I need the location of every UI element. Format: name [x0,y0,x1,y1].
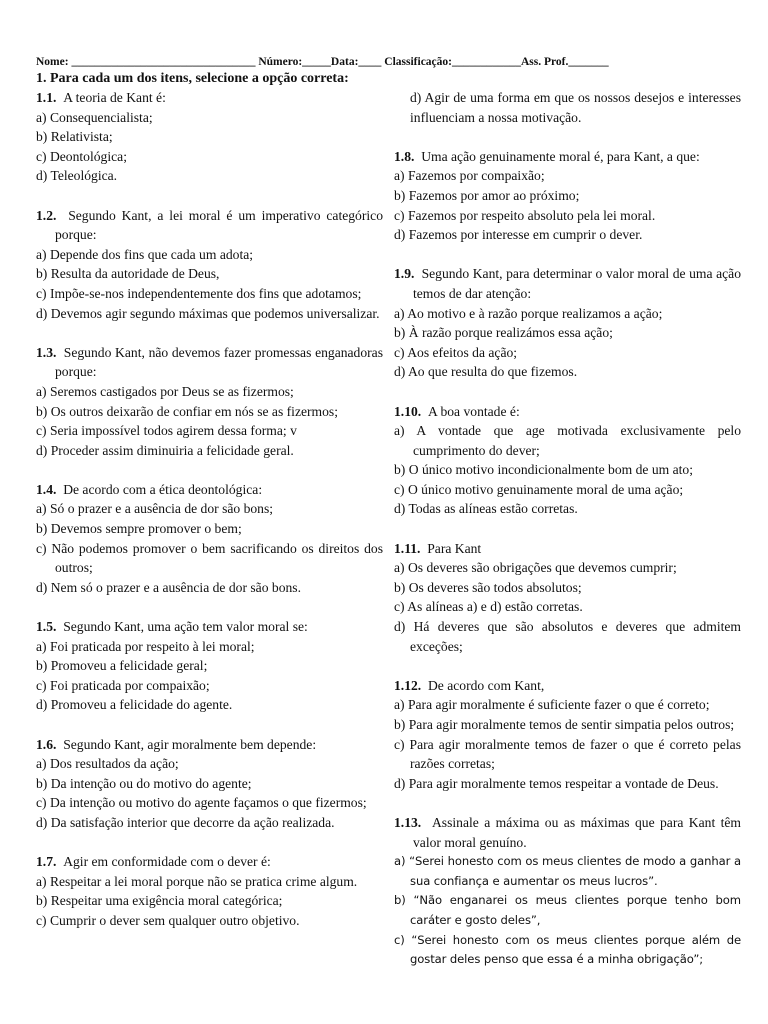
question-stem [394,539,741,559]
question-text: Segundo Kant, uma ação tem valor moral se: [63,619,308,635]
answer-option[interactable]: b) Os deveres são todos absolutos; [394,579,582,595]
question-stem [394,676,741,696]
question-text: De acordo com a ética deontológica: [63,481,263,497]
answer-option[interactable]: a) Dos resultados da ação; [36,756,179,772]
answer-option[interactable]: d) Nem só o prazer e a ausência de dor são bons. [36,579,301,595]
answer-option[interactable]: a) A vontade que age motivada exclusivamente pelo cumprimento do dever; [394,423,741,458]
question-number: 1.8. [394,148,415,164]
answer-option[interactable]: a) Respeitar a lei moral porque não se pratica crime algum. [36,873,358,889]
answer-option[interactable]: d) Fazemos por interesse em cumprir o dever. [394,227,643,243]
question-number: 1.10. [394,403,422,419]
answer-option[interactable]: c) Foi praticada por compaixão; [36,677,210,693]
answer-option[interactable]: d) Da satisfação interior que decorre da ação realizada. [36,814,335,830]
question-number: 1.3. [36,344,57,360]
question-1-12 [394,676,741,794]
answer-option[interactable]: a) “Serei honesto com os meus clientes de modo a ganhar a sua confiança e aumentar os meus lucros”. [394,854,741,888]
question-1-11 [394,539,741,657]
question-1-9 [394,264,741,382]
question-text: Para Kant [427,540,482,556]
question-text: Agir em conformidade com o dever é: [63,854,271,870]
question-number: 1.7. [36,854,57,870]
answer-option[interactable]: a) Só o prazer e a ausência de dor são bons; [36,501,274,517]
question-1-2 [36,206,383,324]
question-stem [394,147,741,167]
question-number: 1.2. [36,207,57,223]
answer-option[interactable]: b) O único motivo incondicionalmente bom de um ato; [394,462,694,478]
question-number: 1.12. [394,677,422,693]
answer-option[interactable]: c) Impõe-se-nos independentemente dos fins que adotamos; [36,285,362,301]
answer-option[interactable]: b) Da intenção ou do motivo do agente; [36,775,252,791]
answer-option[interactable]: c) O único motivo genuinamente moral de uma ação; [394,481,684,497]
answer-option[interactable]: b) Para agir moralmente temos de sentir simpatia pelos outros; [394,717,735,732]
answer-option[interactable]: a) Depende dos fins que cada um adota; [36,246,254,262]
question-1-5 [36,617,383,715]
answer-option[interactable]: c) Seria impossível todos agirem dessa forma; v [36,423,297,439]
question-text: Uma ação genuinamente moral é, para Kant, a que: [421,148,700,164]
question-1-8 [394,147,741,245]
question-text: A boa vontade é: [427,403,520,419]
answer-option[interactable]: a) Para agir moralmente é suficiente fazer o que é correto; [394,697,710,713]
question-text: A teoria de Kant é: [63,90,166,105]
answer-option[interactable]: b) Resulta da autoridade de Deus, [36,266,220,282]
main-question: 1. Para cada um dos itens, selecione a opção correta: [36,71,349,86]
left-column [36,88,383,931]
question-1-7 [36,852,383,930]
student-info-header: Nome: ________________________________ Número:_____Data:____ Classificação:____________Ass. Prof._______ [36,56,609,68]
question-stem [394,813,741,852]
answer-option[interactable]: d) Devemos agir segundo máximas que podemos universalizar. [36,305,380,321]
question-text: Segundo Kant, a lei moral é um imperativo categórico porque: [55,207,383,243]
question-stem [36,735,383,755]
question-1-13 [394,813,741,970]
answer-option[interactable]: b) Respeitar uma exigência moral categórica; [36,893,283,909]
answer-option[interactable]: d) Teleológica. [36,168,118,184]
question-stem [36,617,383,637]
answer-option[interactable]: c) Para agir moralmente temos de fazer o que é correto pelas razões corretas; [394,736,741,772]
question-number: 1.1. [36,90,57,105]
answer-option[interactable]: d) Proceder assim diminuiria a felicidade geral. [36,442,294,458]
question-text: Assinale a máxima ou as máximas que para Kant têm valor moral genuíno. [413,814,742,850]
answer-option[interactable]: d) Há deveres que são absolutos e deveres que admitem exceções; [394,619,741,654]
question-text: Segundo Kant, agir moralmente bem depende: [63,736,317,752]
question-1-10 [394,402,741,520]
answer-option[interactable]: c) “Serei honesto com os meus clientes porque além de gostar deles penso que essa é a minha obrigação”; [394,932,741,967]
answer-option[interactable]: d) Ao que resulta do que fizemos. [394,364,578,380]
question-1-6 [36,735,383,833]
question-number: 1.9. [394,266,415,282]
answer-option[interactable]: b) Fazemos por amor ao próximo; [394,187,580,203]
answer-option[interactable]: d) Promoveu a felicidade do agente. [36,697,233,713]
answer-option[interactable]: c) Não podemos promover o bem sacrificando os direitos dos outros; [36,540,383,576]
question-stem [36,88,383,108]
question-1-7-option-d-continued: d) Agir de uma forma em que os nossos desejos e interesses influenciam a nossa motivação. [410,90,741,125]
answer-option[interactable]: a) Fazemos por compaixão; [394,168,545,184]
question-stem [394,264,741,303]
question-number: 1.4. [36,481,57,497]
question-text: Segundo Kant, para determinar o valor moral de uma ação temos de dar atenção: [413,266,742,301]
answer-option[interactable]: c) Da intenção ou motivo do agente façamos o que fizermos; [36,795,367,811]
answer-option[interactable]: a) Os deveres são obrigações que devemos cumprir; [394,560,677,576]
question-number: 1.6. [36,736,57,752]
question-1-4 [36,480,383,598]
answer-option[interactable]: c) Cumprir o dever sem qualquer outro objetivo. [36,912,300,928]
answer-option[interactable]: c) Aos efeitos da ação; [394,344,518,360]
answer-option[interactable]: d) Para agir moralmente temos respeitar a vontade de Deus. [394,775,719,791]
answer-option[interactable]: a) Ao motivo e à razão porque realizamos a ação; [394,305,663,321]
question-text: Segundo Kant, não devemos fazer promessas enganadoras porque: [55,344,384,380]
right-column-questions [394,147,741,970]
answer-option[interactable]: a) Foi praticada por respeito à lei moral; [36,638,255,654]
question-stem [36,852,383,872]
question-stem [36,480,383,500]
question-stem [36,206,383,245]
answer-option[interactable]: c) Fazemos por respeito absoluto pela lei moral. [394,207,656,223]
answer-option[interactable]: b) Relativista; [36,129,113,145]
answer-option[interactable]: b) “Não enganarei os meus clientes porque tenho bom caráter e gosto deles”, [394,893,741,927]
question-stem [394,402,741,422]
question-number: 1.11. [394,540,421,556]
question-number: 1.5. [36,619,57,635]
answer-option[interactable]: b) À razão porque realizámos essa ação; [394,325,613,341]
question-1-1 [36,88,383,186]
answer-option[interactable]: b) Devemos sempre promover o bem; [36,521,242,537]
answer-option[interactable]: c) Deontológica; [36,148,127,164]
question-1-3 [36,343,383,461]
answer-option[interactable]: c) As alíneas a) e d) estão corretas. [394,599,583,615]
answer-option[interactable]: b) Os outros deixarão de confiar em nós se as fizermos; [36,403,338,419]
question-text: De acordo com Kant, [427,677,545,693]
answer-option[interactable]: b) Promoveu a felicidade geral; [36,658,208,674]
right-column [394,88,741,970]
answer-option[interactable]: a) Consequencialista; [36,109,153,125]
answer-option[interactable]: d) Todas as alíneas estão corretas. [394,501,578,517]
answer-option[interactable]: a) Seremos castigados por Deus se as fizermos; [36,383,294,399]
question-number: 1.13. [394,814,422,830]
question-stem [36,343,383,382]
